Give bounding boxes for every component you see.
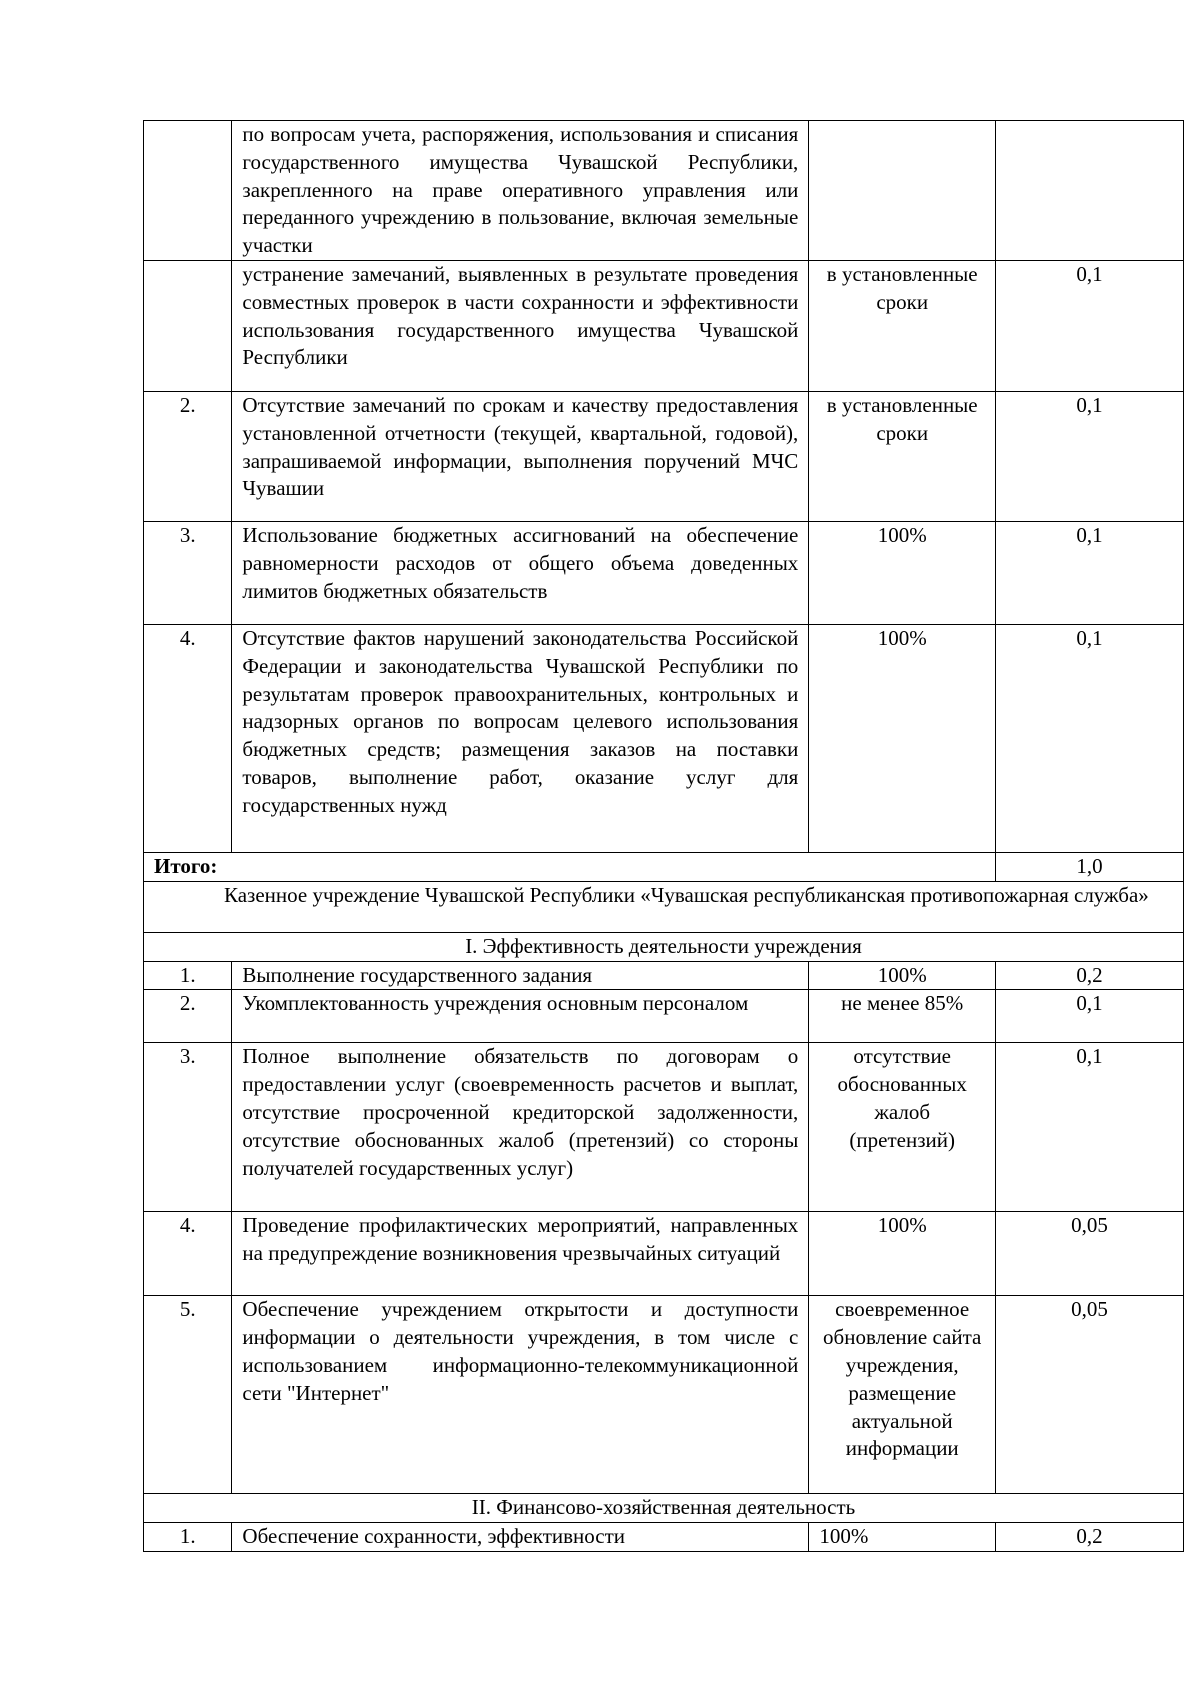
organization-row [144,881,1184,932]
criterion-value: в установленные сроки [809,391,996,521]
row-number: 1. [144,1523,232,1552]
table-row [144,121,1184,261]
table-row [144,260,1184,391]
score-value: 0,1 [996,391,1184,521]
total-score: 1,0 [996,852,1184,881]
row-number [144,121,232,261]
row-number: 2. [144,391,232,521]
indicator-text: Отсутствие фактов нарушений законодательства Российской Федерации и законодательства Чувашской Республики по результатам проверок правоохранительных, контрольных и надзорных органов по вопросам целевого использования бюджетных средств; размещения заказов на поставки товаров, выполнение работ, оказание услуг для государственных нужд [232,624,809,852]
score-value: 0,1 [996,1043,1184,1212]
row-number [144,260,232,391]
indicator-text: Укомплектованность учреждения основным персоналом [232,990,809,1043]
indicator-text: Использование бюджетных ассигнований на обеспечение равномерности расходов от общего объема доведенных лимитов бюджетных обязательств [232,521,809,624]
criterion-value: 100% [809,1212,996,1296]
criterion-value: не менее 85% [809,990,996,1043]
organization-name: Казенное учреждение Чувашской Республики «Чувашская республиканская противопожарная служба» [144,881,1184,932]
score-value: 0,1 [996,990,1184,1043]
criterion-value: отсутствие обоснованных жалоб (претензий) [809,1043,996,1212]
table-row [144,521,1184,624]
indicator-text: Обеспечение сохранности, эффективности [232,1523,809,1552]
row-number: 5. [144,1296,232,1494]
criterion-value [809,121,996,261]
criterion-value: 100% [809,521,996,624]
indicator-text: Проведение профилактических мероприятий, направленных на предупреждение возникновения чрезвычайных ситуаций [232,1212,809,1296]
indicator-text: Выполнение государственного задания [232,961,809,990]
table-row [144,1296,1184,1494]
section-heading: I. Эффективность деятельности учреждения [144,932,1184,961]
document-page [143,120,1184,1552]
table-row [144,1043,1184,1212]
indicator-text: Отсутствие замечаний по срокам и качеству предоставления установленной отчетности (текущей, квартальной, годовой), запрашиваемой информации, выполнения поручений МЧС Чувашии [232,391,809,521]
criterion-value: своевременное обновление сайта учреждения, размещение актуальной информации [809,1296,996,1494]
score-value [996,121,1184,261]
section-heading: II. Финансово-хозяйственная деятельность [144,1494,1184,1523]
table-row [144,1523,1184,1552]
table-row [144,990,1184,1043]
indicator-text: Обеспечение учреждением открытости и доступности информации о деятельности учреждения, в том числе с использованием информационно-телекоммуникационной сети "Интернет" [232,1296,809,1494]
criteria-table [143,120,1184,1552]
section-row [144,1494,1184,1523]
criterion-value: в установленные сроки [809,260,996,391]
score-value: 0,05 [996,1296,1184,1494]
section-row [144,932,1184,961]
table-row [144,624,1184,852]
row-number: 2. [144,990,232,1043]
row-number: 4. [144,624,232,852]
criterion-value: 100% [809,961,996,990]
indicator-text: Полное выполнение обязательств по договорам о предоставлении услуг (своевременность расчетов и выплат, отсутствие просроченной кредиторской задолженности, отсутствие обоснованных жалоб (претензий) со стороны получателей государственных услуг) [232,1043,809,1212]
score-value: 0,2 [996,961,1184,990]
score-value: 0,2 [996,1523,1184,1552]
score-value: 0,1 [996,624,1184,852]
criterion-value: 100% [809,624,996,852]
row-number: 3. [144,521,232,624]
total-row [144,852,1184,881]
table-row [144,391,1184,521]
row-number: 3. [144,1043,232,1212]
row-number: 1. [144,961,232,990]
criterion-value: 100% [809,1523,996,1552]
score-value: 0,1 [996,521,1184,624]
table-row [144,1212,1184,1296]
indicator-text: устранение замечаний, выявленных в результате проведения совместных проверок в части сохранности и эффективности использования государственного имущества Чувашской Республики [232,260,809,391]
row-number: 4. [144,1212,232,1296]
total-label: Итого: [144,852,996,881]
score-value: 0,1 [996,260,1184,391]
table-row [144,961,1184,990]
score-value: 0,05 [996,1212,1184,1296]
indicator-text: по вопросам учета, распоряжения, использования и списания государственного имущества Чувашской Республики, закрепленного на праве оперативного управления или переданного учреждению в пользование, включая земельные участки [232,121,809,261]
